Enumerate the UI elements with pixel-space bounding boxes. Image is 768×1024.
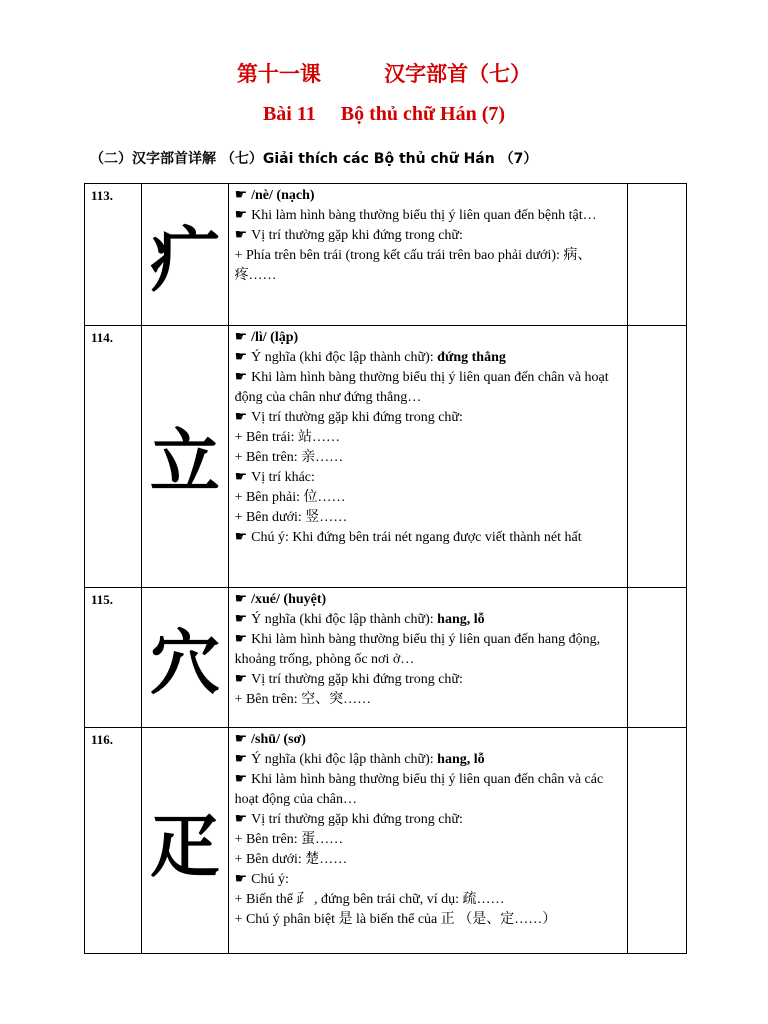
blank-cell xyxy=(628,588,687,728)
description-line xyxy=(235,246,622,286)
radical-glyph: 疒 xyxy=(142,184,228,326)
description-line xyxy=(235,750,622,770)
line-text: Vị trí thường gặp khi đứng trong chữ: xyxy=(251,812,463,827)
description-line xyxy=(235,428,622,448)
line-text: Vị trí thường gặp khi đứng trong chữ: xyxy=(251,410,463,425)
description-line xyxy=(235,468,622,488)
line-text: Chú ý: Khi đứng bên trái nét ngang được viết thành nét hất xyxy=(251,530,582,545)
line-text: + Bên trên: 蛋…… xyxy=(234,832,344,847)
line-text: Vị trí khác: xyxy=(251,470,315,485)
radical-number: 116. xyxy=(85,728,142,954)
description-line xyxy=(235,910,622,930)
lesson-title-vietnamese xyxy=(0,103,768,126)
description-line xyxy=(235,630,622,670)
lesson-topic-chinese: 汉字部首（七） xyxy=(384,62,532,86)
line-text: Ý nghĩa (khi độc lập thành chữ): xyxy=(251,350,438,365)
description-line xyxy=(235,488,622,508)
line-text: /nè/ (nạch) xyxy=(251,188,315,203)
meaning-text: đứng thẳng xyxy=(437,350,506,365)
description-line xyxy=(235,730,622,750)
radical-description xyxy=(228,728,628,954)
description-line xyxy=(235,206,622,226)
description-line xyxy=(235,348,622,368)
line-text: + Bên trên: 空、突…… xyxy=(234,692,372,707)
radical-table xyxy=(84,183,687,954)
pointing-hand-icon: ☛ xyxy=(234,188,248,203)
radical-glyph: 穴 xyxy=(142,588,228,728)
radical-number: 115. xyxy=(85,588,142,728)
blank-cell xyxy=(628,326,687,588)
line-text: + Biến thể ⺪ , đứng bên trái chữ, ví dụ: 疏…… xyxy=(234,892,505,907)
pointing-hand-icon: ☛ xyxy=(234,208,248,223)
description-line xyxy=(235,590,622,610)
description-line xyxy=(235,690,622,710)
line-text: + Bên phải: 位…… xyxy=(234,490,346,505)
description-line xyxy=(235,810,622,830)
description-line xyxy=(235,226,622,246)
radical-number: 113. xyxy=(85,184,142,326)
description-line xyxy=(235,670,622,690)
pointing-hand-icon: ☛ xyxy=(234,330,248,345)
line-text: Khi làm hình bàng thường biểu thị ý liên quan đến bệnh tật… xyxy=(251,208,597,223)
description-line xyxy=(235,830,622,850)
line-text: /lì/ (lập) xyxy=(251,330,299,345)
radical-glyph: 立 xyxy=(142,326,228,588)
description-line xyxy=(235,770,622,810)
line-text: Vị trí thường gặp khi đứng trong chữ: xyxy=(251,672,463,687)
blank-cell xyxy=(628,728,687,954)
pointing-hand-icon: ☛ xyxy=(234,350,248,365)
line-text: Khi làm hình bàng thường biểu thị ý liên quan đến chân và các hoạt động của chân… xyxy=(234,772,604,807)
pointing-hand-icon: ☛ xyxy=(234,812,248,827)
lesson-topic-vietnamese: Bộ thủ chữ Hán (7) xyxy=(340,103,506,125)
meaning-text: hang, lỗ xyxy=(437,752,485,767)
description-line xyxy=(235,448,622,468)
line-text: Ý nghĩa (khi độc lập thành chữ): xyxy=(251,612,438,627)
line-text: Khi làm hình bàng thường biểu thị ý liên quan đến hang động, khoảng trống, phòng ốc nơi ở… xyxy=(234,632,601,667)
meaning-text: hang, lỗ xyxy=(437,612,485,627)
pointing-hand-icon: ☛ xyxy=(234,530,248,545)
pointing-hand-icon: ☛ xyxy=(234,732,248,747)
radical-row xyxy=(85,728,687,954)
radical-row xyxy=(85,326,687,588)
description-line xyxy=(235,610,622,630)
lesson-title-chinese xyxy=(0,58,768,88)
line-text: + Bên trái: 站…… xyxy=(234,430,341,445)
pointing-hand-icon: ☛ xyxy=(234,370,248,385)
pointing-hand-icon: ☛ xyxy=(234,228,248,243)
description-line xyxy=(235,368,622,408)
line-text: /shū/ (sơ) xyxy=(251,732,306,747)
description-line xyxy=(235,508,622,528)
description-line xyxy=(235,850,622,870)
description-line xyxy=(235,328,622,348)
radical-glyph: 疋 xyxy=(142,728,228,954)
pointing-hand-icon: ☛ xyxy=(234,632,248,647)
description-line xyxy=(235,528,622,548)
lesson-number-chinese: 第十一课 xyxy=(236,62,321,86)
line-text: + Chú ý phân biệt 是 là biến thể của 正 （是、定……） xyxy=(234,912,557,927)
pointing-hand-icon: ☛ xyxy=(234,672,248,687)
pointing-hand-icon: ☛ xyxy=(234,470,248,485)
blank-cell xyxy=(628,184,687,326)
line-text: + Bên trên: 亲…… xyxy=(234,450,344,465)
radical-description xyxy=(228,326,628,588)
line-text: + Phía trên bên trái (trong kết cấu trái trên bao phải dưới): 病、疼…… xyxy=(234,248,592,283)
line-text: /xué/ (huyệt) xyxy=(251,592,327,607)
line-text: Ý nghĩa (khi độc lập thành chữ): xyxy=(251,752,438,767)
description-line xyxy=(235,890,622,910)
pointing-hand-icon: ☛ xyxy=(234,612,248,627)
radical-description xyxy=(228,184,628,326)
line-text: + Bên dưới: 竖…… xyxy=(234,510,348,525)
pointing-hand-icon: ☛ xyxy=(234,592,248,607)
description-line xyxy=(235,870,622,890)
section-subheading: （二）汉字部首详解 （七）Giải thích các Bộ thủ chữ Hán （7） xyxy=(90,151,538,167)
line-text: Chú ý: xyxy=(251,872,289,887)
pointing-hand-icon: ☛ xyxy=(234,410,248,425)
pointing-hand-icon: ☛ xyxy=(234,752,248,767)
radical-number: 114. xyxy=(85,326,142,588)
radical-description xyxy=(228,588,628,728)
pointing-hand-icon: ☛ xyxy=(234,772,248,787)
line-text: Khi làm hình bàng thường biểu thị ý liên quan đến chân và hoạt động của chân như đứng thẳng… xyxy=(234,370,609,405)
line-text: + Bên dưới: 楚…… xyxy=(234,852,348,867)
description-line xyxy=(235,186,622,206)
line-text: Vị trí thường gặp khi đứng trong chữ: xyxy=(251,228,463,243)
radical-row xyxy=(85,588,687,728)
description-line xyxy=(235,408,622,428)
lesson-number-vietnamese: Bài 11 xyxy=(262,103,316,125)
pointing-hand-icon: ☛ xyxy=(234,872,248,887)
radical-row xyxy=(85,184,687,326)
